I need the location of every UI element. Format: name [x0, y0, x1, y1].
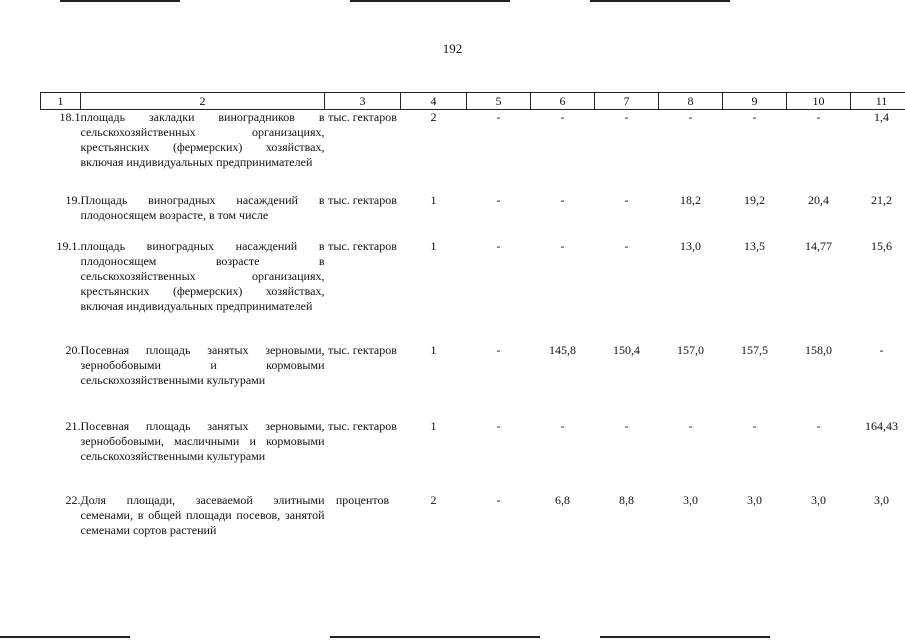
- unit-cell: тыс. гектаров: [328, 418, 397, 433]
- value-cell: 1: [430, 192, 437, 207]
- column-header: 10: [787, 93, 851, 110]
- value-cell: 150,4: [613, 342, 640, 357]
- unit-cell: тыс. гектаров: [328, 342, 397, 357]
- value-cell: 19,2: [744, 192, 765, 207]
- value-cell: 1: [430, 238, 437, 253]
- value-cell: -: [688, 110, 693, 124]
- value-cell: -: [879, 342, 884, 357]
- unit-cell: процентов: [335, 492, 390, 507]
- value-cell: 3,0: [683, 492, 698, 507]
- value-cell: 1: [430, 418, 437, 433]
- bottom-edge-rule: [0, 636, 130, 638]
- value-cell: -: [624, 192, 629, 207]
- value-cell: 13,0: [680, 238, 701, 253]
- value-cell: 164,43: [865, 418, 898, 433]
- value-cell: 158,0: [805, 342, 832, 357]
- indicator-name: площадь виноградных насаждений в плодоносящем возрасте в сельскохозяйственных организациях, крестьянских (фермерских) хозяйствах, включая индивидуальных предпринимателей: [80, 238, 325, 313]
- column-header: 1: [41, 93, 81, 110]
- column-header: 11: [851, 93, 905, 110]
- value-cell: -: [624, 110, 629, 124]
- value-cell: 3,0: [811, 492, 826, 507]
- value-cell: -: [816, 110, 821, 124]
- value-cell: -: [496, 238, 501, 253]
- table-row: [41, 493, 905, 555]
- value-cell: 3,0: [874, 492, 889, 507]
- row-number: 20.: [65, 342, 81, 357]
- unit-cell: тыс. гектаров: [328, 238, 397, 253]
- indicator-name: Посевная площадь занятых зерновыми, зернобобовыми, масличными и кормовыми сельскохозяйственными культурами: [80, 418, 325, 463]
- value-cell: -: [624, 238, 629, 253]
- value-cell: -: [560, 238, 565, 253]
- value-cell: -: [560, 110, 565, 124]
- top-edge-rule: [350, 0, 510, 2]
- value-cell: 2: [430, 492, 437, 507]
- row-number: 22.: [65, 492, 81, 507]
- value-cell: 6,8: [555, 492, 570, 507]
- value-cell: 13,5: [744, 238, 765, 253]
- column-header: 7: [595, 93, 659, 110]
- value-cell: -: [752, 418, 757, 433]
- column-header: 6: [531, 93, 595, 110]
- unit-cell: тыс. гектаров: [328, 110, 397, 124]
- value-cell: -: [496, 110, 501, 124]
- table-row: [41, 110, 905, 193]
- value-cell: -: [496, 192, 501, 207]
- indicator-name: Доля площади, засеваемой элитными семенами, в общей площади посевов, занятой семенами сортов растений: [80, 492, 325, 537]
- value-cell: -: [688, 418, 693, 433]
- value-cell: -: [560, 192, 565, 207]
- value-cell: 18,2: [680, 192, 701, 207]
- indicator-name: площадь закладки виноградников в сельскохозяйственных организациях, крестьянских (фермерских) хозяйствах, включая индивидуальных предпринимателей: [80, 110, 325, 169]
- value-cell: -: [816, 418, 821, 433]
- column-header: 8: [659, 93, 723, 110]
- table-row: [41, 193, 905, 239]
- indicator-name: Площадь виноградных насаждений в плодоносящем возрасте, в том числе: [80, 192, 325, 222]
- value-cell: 20,4: [808, 192, 829, 207]
- value-cell: -: [496, 418, 501, 433]
- table-row: [41, 419, 905, 493]
- indicator-name: Посевная площадь занятых зерновыми, зернобобовыми и кормовыми сельскохозяйственными культурами: [80, 342, 325, 387]
- row-number: 19.1.: [56, 238, 81, 253]
- value-cell: 21,2: [871, 192, 892, 207]
- value-cell: -: [496, 492, 501, 507]
- unit-cell: тыс. гектаров: [328, 192, 397, 207]
- table-row: [41, 343, 905, 419]
- value-cell: 3,0: [747, 492, 762, 507]
- bottom-edge-rule: [600, 636, 770, 638]
- page-number: 192: [442, 41, 463, 56]
- value-cell: 15,6: [871, 238, 892, 253]
- value-cell: 1,4: [874, 110, 889, 124]
- top-edge-rule: [590, 0, 730, 2]
- column-header: 3: [325, 93, 401, 110]
- value-cell: 145,8: [549, 342, 576, 357]
- row-number: 21.: [65, 418, 81, 433]
- top-edge-rule: [60, 0, 180, 2]
- column-header: 2: [81, 93, 325, 110]
- data-table: [40, 92, 905, 555]
- value-cell: 2: [430, 110, 437, 124]
- header-row: [41, 93, 905, 110]
- value-cell: 1: [430, 342, 437, 357]
- value-cell: 14,77: [805, 238, 832, 253]
- column-header: 5: [467, 93, 531, 110]
- bottom-edge-rule: [330, 636, 540, 638]
- value-cell: -: [560, 418, 565, 433]
- value-cell: -: [752, 110, 757, 124]
- value-cell: -: [496, 342, 501, 357]
- value-cell: 157,5: [741, 342, 768, 357]
- value-cell: -: [624, 418, 629, 433]
- table-row: [41, 239, 905, 343]
- column-header: 9: [723, 93, 787, 110]
- value-cell: 157,0: [677, 342, 704, 357]
- column-header: 4: [401, 93, 467, 110]
- row-number: 18.1: [59, 110, 81, 124]
- value-cell: 8,8: [619, 492, 634, 507]
- row-number: 19.: [65, 192, 81, 207]
